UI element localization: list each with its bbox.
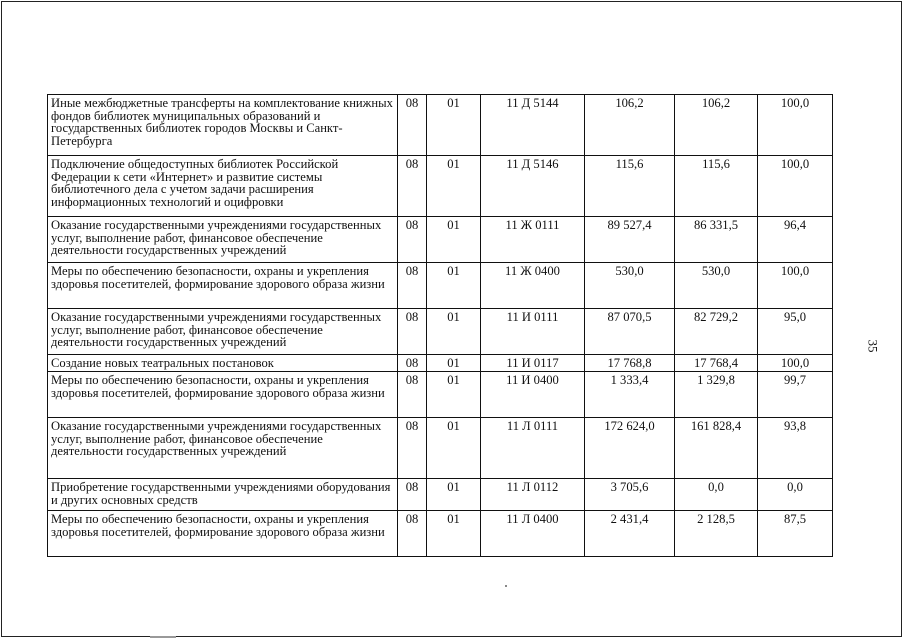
row-subsection: 01: [427, 372, 481, 418]
page-number: 35: [865, 339, 881, 353]
table-row: [48, 263, 833, 309]
row-percent: 100,0: [758, 263, 833, 309]
row-subsection: 01: [427, 95, 481, 156]
row-percent: 0,0: [758, 479, 833, 511]
row-subsection: 01: [427, 217, 481, 263]
table-row: [48, 156, 833, 217]
row-section: 08: [398, 372, 427, 418]
row-section: 08: [398, 418, 427, 479]
table-body: [48, 95, 833, 557]
row-executed: 115,6: [675, 156, 758, 217]
row-code: 11 Ж 0111: [481, 217, 585, 263]
row-name: Иные межбюджетные трансферты на комплектование книжных фондов библиотек муниципальных образований и государственных библиотек городов Москвы и Санкт-Петербурга: [48, 95, 398, 156]
row-percent: 99,7: [758, 372, 833, 418]
row-name: Меры по обеспечению безопасности, охраны и укрепления здоровья посетителей, формирование здорового образа жизни: [48, 511, 398, 557]
row-percent: 95,0: [758, 309, 833, 355]
row-executed: 2 128,5: [675, 511, 758, 557]
row-planned: 106,2: [585, 95, 675, 156]
row-subsection: 01: [427, 309, 481, 355]
row-code: 11 И 0111: [481, 309, 585, 355]
row-name: Создание новых театральных постановок: [48, 355, 398, 372]
row-code: 11 Л 0112: [481, 479, 585, 511]
row-planned: 1 333,4: [585, 372, 675, 418]
row-subsection: 01: [427, 263, 481, 309]
row-name: Подключение общедоступных библиотек Российской Федерации к сети «Интернет» и развитие системы библиотечного дела с учетом задачи расширения информационных технологий и оцифровки: [48, 156, 398, 217]
row-code: 11 Д 5146: [481, 156, 585, 217]
row-percent: 96,4: [758, 217, 833, 263]
row-executed: 1 329,8: [675, 372, 758, 418]
row-planned: 115,6: [585, 156, 675, 217]
row-planned: 3 705,6: [585, 479, 675, 511]
row-code: 11 Ж 0400: [481, 263, 585, 309]
row-executed: 86 331,5: [675, 217, 758, 263]
row-planned: 530,0: [585, 263, 675, 309]
row-name: Меры по обеспечению безопасности, охраны и укрепления здоровья посетителей, формирование здорового образа жизни: [48, 372, 398, 418]
row-section: 08: [398, 511, 427, 557]
row-executed: 0,0: [675, 479, 758, 511]
row-section: 08: [398, 479, 427, 511]
row-code: 11 Л 0400: [481, 511, 585, 557]
scan-mark: [150, 636, 176, 638]
row-executed: 161 828,4: [675, 418, 758, 479]
table-row: [48, 418, 833, 479]
table-row: [48, 95, 833, 156]
row-code: 11 И 0400: [481, 372, 585, 418]
row-section: 08: [398, 309, 427, 355]
table-row: [48, 217, 833, 263]
table-row: [48, 372, 833, 418]
row-executed: 17 768,4: [675, 355, 758, 372]
row-percent: 100,0: [758, 156, 833, 217]
row-percent: 100,0: [758, 355, 833, 372]
row-subsection: 01: [427, 511, 481, 557]
row-executed: 106,2: [675, 95, 758, 156]
row-planned: 87 070,5: [585, 309, 675, 355]
row-code: 11 Д 5144: [481, 95, 585, 156]
row-planned: 17 768,8: [585, 355, 675, 372]
row-code: 11 И 0117: [481, 355, 585, 372]
scan-speck: [505, 585, 507, 587]
row-executed: 82 729,2: [675, 309, 758, 355]
row-code: 11 Л 0111: [481, 418, 585, 479]
row-percent: 93,8: [758, 418, 833, 479]
row-section: 08: [398, 263, 427, 309]
row-percent: 100,0: [758, 95, 833, 156]
table-row: [48, 355, 833, 372]
row-section: 08: [398, 217, 427, 263]
row-section: 08: [398, 156, 427, 217]
row-planned: 2 431,4: [585, 511, 675, 557]
row-planned: 89 527,4: [585, 217, 675, 263]
row-name: Оказание государственными учреждениями государственных услуг, выполнение работ, финансовое обеспечение деятельности государственных учреждений: [48, 418, 398, 479]
table-row: [48, 479, 833, 511]
row-name: Приобретение государственными учреждениями оборудования и других основных средств: [48, 479, 398, 511]
row-name: Оказание государственными учреждениями государственных услуг, выполнение работ, финансовое обеспечение деятельности государственных учреждений: [48, 309, 398, 355]
row-name: Меры по обеспечению безопасности, охраны и укрепления здоровья посетителей, формирование здорового образа жизни: [48, 263, 398, 309]
table-row: [48, 511, 833, 557]
row-executed: 530,0: [675, 263, 758, 309]
row-planned: 172 624,0: [585, 418, 675, 479]
row-percent: 87,5: [758, 511, 833, 557]
table-row: [48, 309, 833, 355]
row-subsection: 01: [427, 479, 481, 511]
row-subsection: 01: [427, 355, 481, 372]
row-section: 08: [398, 355, 427, 372]
row-section: 08: [398, 95, 427, 156]
budget-table: [47, 94, 833, 557]
row-name: Оказание государственными учреждениями государственных услуг, выполнение работ, финансовое обеспечение деятельности государственных учреждений: [48, 217, 398, 263]
row-subsection: 01: [427, 156, 481, 217]
row-subsection: 01: [427, 418, 481, 479]
